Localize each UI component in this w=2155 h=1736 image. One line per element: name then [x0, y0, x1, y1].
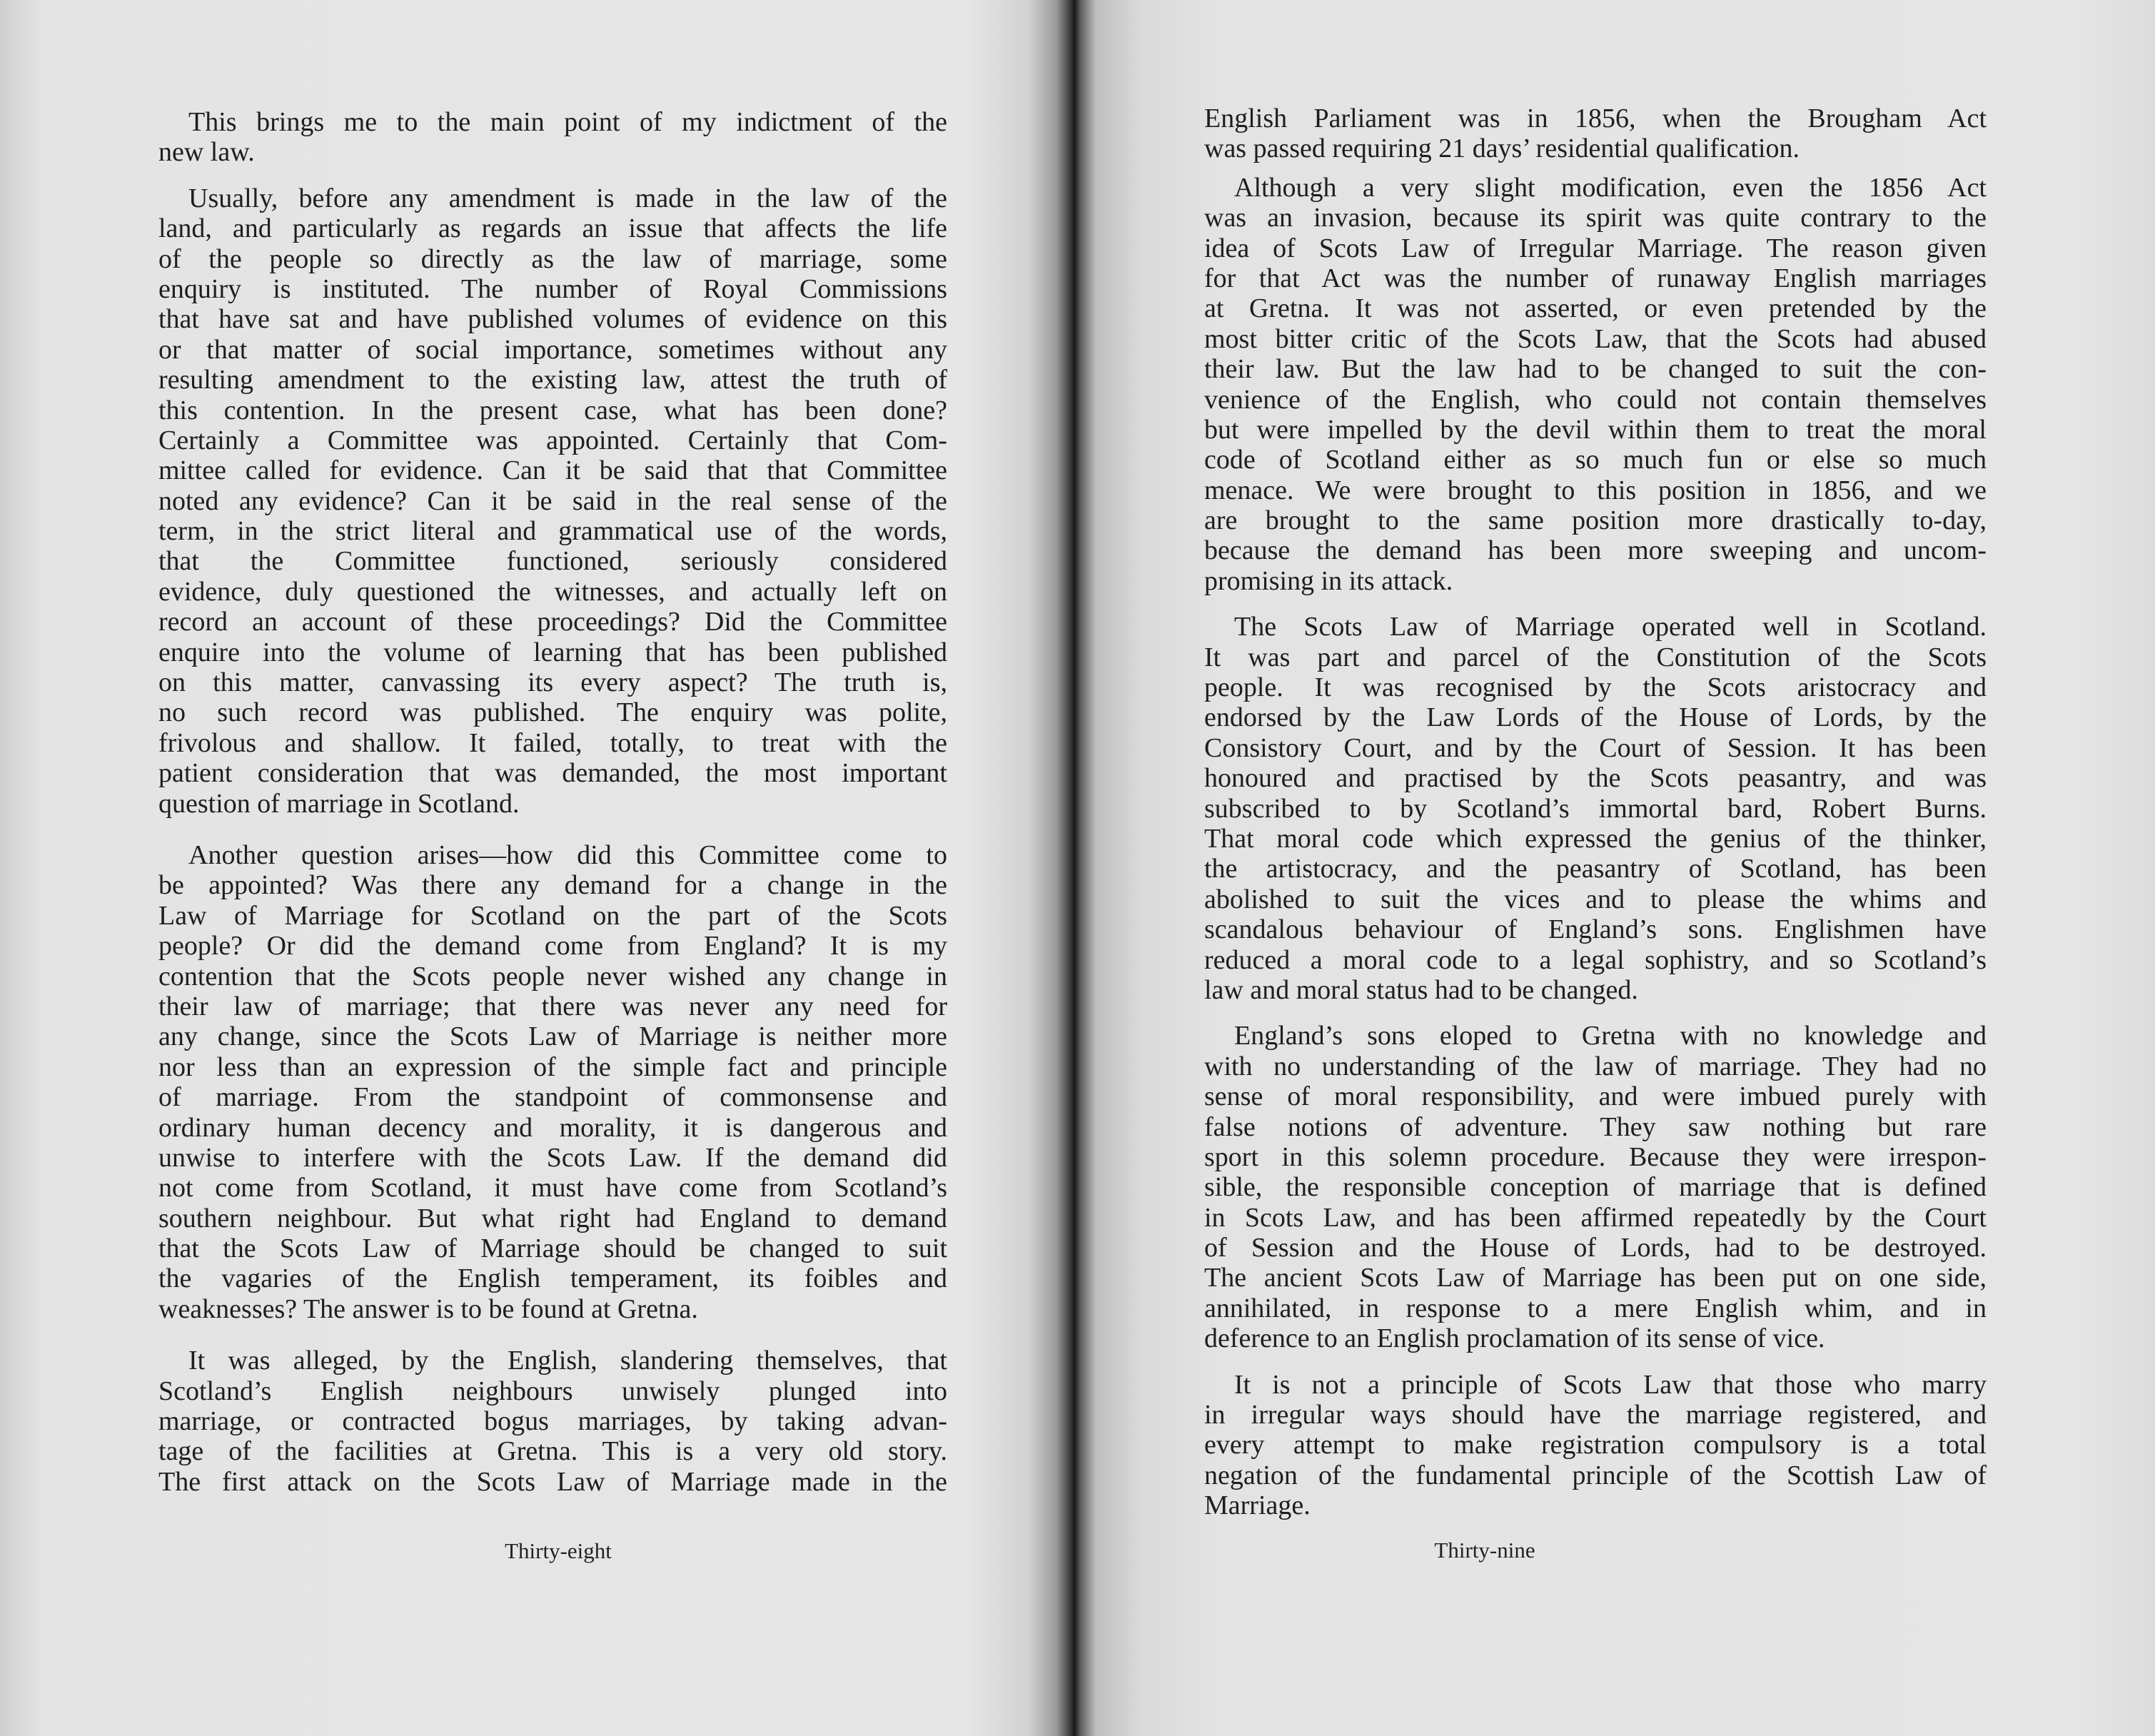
text-line: any change, since the Scots Law of Marriage is neither more — [158, 1021, 947, 1052]
paragraph — [158, 183, 947, 819]
text-line: ordinary human decency and morality, it is dangerous and — [158, 1112, 947, 1143]
text-line: people. It was recognised by the Scots aristocracy and — [1204, 672, 1987, 703]
text-line: law and moral status had to be changed. — [1204, 974, 1638, 1005]
text-line: mittee called for evidence. Can it be said that that Committee — [158, 455, 947, 486]
text-line: their law. But the law had to be changed to suit the con- — [1204, 354, 1987, 385]
text-line: nor less than an expression of the simple fact and principle — [158, 1051, 947, 1082]
text-line: sible, the responsible conception of marriage that is defined — [1204, 1172, 1987, 1203]
text-line: record an account of these proceedings? Did the Committee — [158, 607, 947, 637]
text-line: negation of the fundamental principle of the Scottish Law of — [1204, 1460, 1987, 1490]
text-line: It was part and parcel of the Constitution of the Scots — [1204, 642, 1987, 672]
text-line: was passed requiring 21 days’ residential qualification. — [1204, 133, 1800, 164]
text-line: venience of the English, who could not contain themselves — [1204, 384, 1987, 415]
text-line: Another question arises—how did this Committee come to — [188, 839, 947, 870]
text-line: It was alleged, by the English, slandering themselves, that — [188, 1346, 947, 1376]
text-line: of marriage. From the standpoint of commonsense and — [158, 1082, 947, 1113]
text-line: land, and particularly as regards an issue that affects the life — [158, 213, 947, 244]
paragraph — [1204, 1370, 1987, 1521]
left-page — [0, 0, 1074, 1736]
text-line: in Scots Law, and has been affirmed repeatedly by the Court — [1204, 1202, 1987, 1233]
text-line: Law of Marriage for Scotland on the part of the Scots — [158, 900, 947, 931]
text-line: people? Or did the demand come from England? It is my — [158, 931, 947, 962]
page-number-right: Thirty-nine — [1434, 1538, 1535, 1563]
text-line: with no understanding of the law of marriage. They had no — [1204, 1051, 1987, 1081]
text-line: sport in this solemn procedure. Because they were irrespon- — [1204, 1141, 1987, 1172]
text-line: of the people so directly as the law of marriage, some — [158, 243, 947, 274]
text-line: their law of marriage; that there was never any need for — [158, 991, 947, 1021]
text-line: every attempt to make registration compulsory is a total — [1204, 1430, 1987, 1460]
paragraph — [158, 1346, 947, 1497]
text-line: enquiry is instituted. The number of Royal Commissions — [158, 273, 947, 304]
paragraph — [1204, 104, 1987, 164]
text-line: are brought to the same position more drastically to-day, — [1204, 505, 1987, 536]
text-line: question of marriage in Scotland. — [158, 788, 520, 819]
text-line: term, in the strict literal and grammatical use of the words, — [158, 516, 947, 547]
text-line: noted any evidence? Can it be said in the real sense of the — [158, 485, 947, 516]
text-line: this contention. In the present case, what has been done? — [158, 395, 947, 425]
text-line: promising in its attack. — [1204, 565, 1453, 596]
text-line: resulting amendment to the existing law, attest the truth of — [158, 365, 947, 395]
text-line: no such record was published. The enquiry was polite, — [158, 697, 947, 728]
text-line: but were impelled by the devil within them to treat the moral — [1204, 414, 1987, 445]
text-line: that have sat and have published volumes of evidence on this — [158, 304, 947, 335]
right-page — [1074, 0, 2155, 1736]
text-line: the vagaries of the English temperament, its foibles and — [158, 1263, 947, 1294]
text-line: not come from Scotland, it must have come from Scotland’s — [158, 1173, 947, 1203]
text-line: for that Act was the number of runaway English marriages — [1204, 263, 1987, 293]
paragraph — [1204, 1021, 1987, 1353]
text-line: The Scots Law of Marriage operated well in Scotland. — [1234, 612, 1987, 642]
text-line: new law. — [158, 137, 255, 168]
text-line: Certainly a Committee was appointed. Certainly that Com- — [158, 425, 947, 455]
text-line: Marriage. — [1204, 1490, 1311, 1521]
text-line: endorsed by the Law Lords of the House of Lords, by the — [1204, 702, 1987, 733]
text-line: on this matter, canvassing its every aspect? The truth is, — [158, 667, 947, 698]
text-line: be appointed? Was there any demand for a change in the — [158, 870, 947, 901]
text-line: because the demand has been more sweeping and uncom- — [1204, 535, 1987, 566]
text-line: that the Scots Law of Marriage should be changed to suit — [158, 1233, 947, 1264]
text-line: This brings me to the main point of my indictment of the — [188, 107, 947, 137]
text-line: abolished to suit the vices and to please the whims and — [1204, 884, 1987, 914]
text-line: It is not a principle of Scots Law that those who marry — [1234, 1369, 1987, 1400]
text-line: idea of Scots Law of Irregular Marriage. The reason given — [1204, 233, 1987, 263]
text-line: subscribed to by Scotland’s immortal bard, Robert Burns. — [1204, 793, 1987, 824]
text-line: southern neighbour. But what right had England to demand — [158, 1203, 947, 1233]
text-line: enquire into the volume of learning that has been published — [158, 637, 947, 667]
paragraph — [158, 840, 947, 1324]
text-line: at Gretna. It was not asserted, or even pretended by the — [1204, 293, 1987, 324]
paragraph — [1204, 173, 1987, 596]
paragraph — [158, 107, 947, 168]
text-line: Scotland’s English neighbours unwisely plunged into — [158, 1376, 947, 1406]
right-page-text — [1204, 104, 1987, 1521]
text-line: weaknesses? The answer is to be found at Gretna. — [158, 1293, 698, 1324]
left-page-text — [158, 107, 947, 1497]
text-line: in irregular ways should have the marriage registered, and — [1204, 1400, 1987, 1430]
text-line: tage of the facilities at Gretna. This is a very old story. — [158, 1436, 947, 1467]
text-line: reduced a moral code to a legal sophistry, and so Scotland’s — [1204, 944, 1987, 975]
text-line: or that matter of social importance, sometimes without any — [158, 334, 947, 365]
text-line: menace. We were brought to this position in 1856, and we — [1204, 475, 1987, 505]
text-line: patient consideration that was demanded, the most important — [158, 758, 947, 789]
text-line: frivolous and shallow. It failed, totally, to treat with the — [158, 727, 947, 758]
text-line: Consistory Court, and by the Court of Session. It has been — [1204, 732, 1987, 763]
text-line: marriage, or contracted bogus marriages, by taking advan- — [158, 1406, 947, 1437]
text-line: honoured and practised by the Scots peasantry, and was — [1204, 763, 1987, 794]
text-line: code of Scotland either as so much fun or else so much — [1204, 445, 1987, 475]
text-line: English Parliament was in 1856, when the Brougham Act — [1204, 104, 1987, 133]
page-number-left: Thirty-eight — [505, 1538, 612, 1563]
text-line: annihilated, in response to a mere English whim, and in — [1204, 1293, 1987, 1323]
text-line: That moral code which expressed the genius of the thinker, — [1204, 823, 1987, 854]
text-line: the artistocracy, and the peasantry of Scotland, has been — [1204, 854, 1987, 884]
paragraph — [1204, 612, 1987, 1005]
text-line: The first attack on the Scots Law of Marriage made in the — [158, 1466, 947, 1497]
text-line: Although a very slight modification, even the 1856 Act — [1234, 172, 1987, 203]
text-line: unwise to interfere with the Scots Law. If the demand did — [158, 1142, 947, 1173]
text-line: that the Committee functioned, seriously considered — [158, 546, 947, 577]
text-line: contention that the Scots people never wished any change in — [158, 961, 947, 991]
text-line: of Session and the House of Lords, had to be destroyed. — [1204, 1233, 1987, 1263]
text-line: Usually, before any amendment is made in the law of the — [188, 183, 947, 213]
text-line: The ancient Scots Law of Marriage has been put on one side, — [1204, 1263, 1987, 1293]
text-line: England’s sons eloped to Gretna with no knowledge and — [1234, 1021, 1987, 1051]
text-line: scandalous behaviour of England’s sons. Englishmen have — [1204, 914, 1987, 945]
text-line: was an invasion, because its spirit was quite contrary to the — [1204, 203, 1987, 233]
text-line: evidence, duly questioned the witnesses, and actually left on — [158, 576, 947, 607]
text-line: most bitter critic of the Scots Law, that the Scots had abused — [1204, 323, 1987, 354]
text-line: false notions of adventure. They saw nothing but rare — [1204, 1111, 1987, 1142]
text-line: deference to an English proclamation of its sense of vice. — [1204, 1323, 1825, 1354]
text-line: sense of moral responsibility, and were imbued purely with — [1204, 1081, 1987, 1112]
